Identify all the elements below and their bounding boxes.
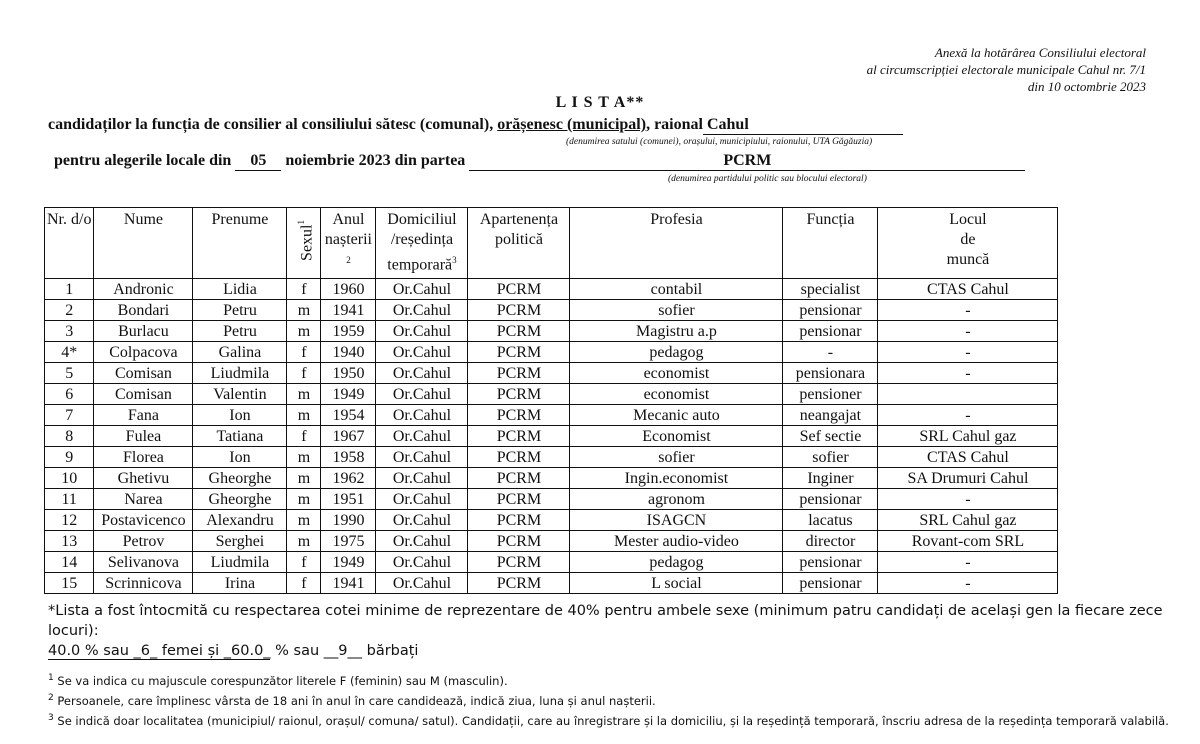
header-line-2-hint: (denumirea partidului politic sau blocului electoral) xyxy=(668,174,867,184)
cell-nr: 14 xyxy=(45,552,94,573)
cell-anul: 1962 xyxy=(321,468,376,489)
cell-locul: - xyxy=(878,342,1058,363)
cell-anul: 1949 xyxy=(321,552,376,573)
cell-profesia: contabil xyxy=(570,279,783,300)
col-nr: Nr. d/o xyxy=(45,208,94,279)
cell-nr: 10 xyxy=(45,468,94,489)
cell-apartenenta: PCRM xyxy=(468,573,570,594)
cell-nr: 8 xyxy=(45,426,94,447)
header-line-1-underlined: orășenesc (municipal) xyxy=(497,116,647,133)
table-row xyxy=(45,531,1058,552)
cell-domiciliu: Or.Cahul xyxy=(376,405,468,426)
cell-profesia: economist xyxy=(570,384,783,405)
cell-prenume: Irina xyxy=(193,573,287,594)
table-row xyxy=(45,279,1058,300)
cell-nr: 2 xyxy=(45,300,94,321)
col-profesia: Profesia xyxy=(570,208,783,279)
cell-functia: sofier xyxy=(783,447,878,468)
quota-note-line-2: 40.0 % sau _6_ femei și _60.0_ % sau __9__ bărbați xyxy=(48,643,419,659)
cell-domiciliu: Or.Cahul xyxy=(376,342,468,363)
cell-profesia: pedagog xyxy=(570,552,783,573)
cell-domiciliu: Or.Cahul xyxy=(376,510,468,531)
cell-functia: pensionar xyxy=(783,300,878,321)
cell-domiciliu: Or.Cahul xyxy=(376,468,468,489)
cell-sex: f xyxy=(287,552,321,573)
col-domiciliu: Domiciliul /reședința temporară$^3$ xyxy=(376,208,468,279)
cell-nume: Scrinnicova xyxy=(94,573,193,594)
cell-prenume: Gheorghe xyxy=(193,468,287,489)
cell-sex: m xyxy=(287,384,321,405)
cell-anul: 1959 xyxy=(321,321,376,342)
cell-anul: 1967 xyxy=(321,426,376,447)
cell-locul: - xyxy=(878,405,1058,426)
cell-functia: pensionar xyxy=(783,573,878,594)
cell-profesia: agronom xyxy=(570,489,783,510)
table-row xyxy=(45,468,1058,489)
cell-anul: 1950 xyxy=(321,363,376,384)
table-row xyxy=(45,405,1058,426)
cell-sex: m xyxy=(287,510,321,531)
cell-profesia: Ingin.economist xyxy=(570,468,783,489)
cell-sex: f xyxy=(287,342,321,363)
cell-nume: Fulea xyxy=(94,426,193,447)
cell-locul: - xyxy=(878,300,1058,321)
cell-profesia: Mester audio-video xyxy=(570,531,783,552)
cell-prenume: Tatiana xyxy=(193,426,287,447)
cell-sex: m xyxy=(287,447,321,468)
col-functia: Funcția xyxy=(783,208,878,279)
cell-domiciliu: Or.Cahul xyxy=(376,300,468,321)
cell-locul: - xyxy=(878,363,1058,384)
cell-domiciliu: Or.Cahul xyxy=(376,363,468,384)
cell-apartenenta: PCRM xyxy=(468,552,570,573)
cell-nr: 7 xyxy=(45,405,94,426)
party-name: PCRM xyxy=(469,152,1025,171)
cell-locul: Rovant-com SRL xyxy=(878,531,1058,552)
cell-functia: pensionar xyxy=(783,321,878,342)
cell-apartenenta: PCRM xyxy=(468,279,570,300)
cell-nr: 15 xyxy=(45,573,94,594)
cell-prenume: Petru xyxy=(193,300,287,321)
col-apartenenta: Apartenența politică xyxy=(468,208,570,279)
cell-domiciliu: Or.Cahul xyxy=(376,552,468,573)
cell-nume: Ghetivu xyxy=(94,468,193,489)
header-line-1-text: candidaților la funcția de consilier al consiliului sătesc (comunal), xyxy=(48,116,494,133)
header-line-2 xyxy=(54,152,1025,171)
cell-apartenenta: PCRM xyxy=(468,342,570,363)
cell-locul: - xyxy=(878,573,1058,594)
cell-locul: SA Drumuri Cahul xyxy=(878,468,1058,489)
cell-sex: f xyxy=(287,573,321,594)
cell-nume: Comisan xyxy=(94,384,193,405)
cell-functia: specialist xyxy=(783,279,878,300)
cell-domiciliu: Or.Cahul xyxy=(376,426,468,447)
cell-locul: - xyxy=(878,489,1058,510)
header-line-1 xyxy=(48,116,903,135)
quota-note-line-1: *Lista a fost întocmită cu respectarea cotei minime de reprezentare de 40% pentru ambele sexe (minimum patru candidați de același gen la fiecare zece locuri): xyxy=(48,603,1163,639)
cell-domiciliu: Or.Cahul xyxy=(376,489,468,510)
cell-anul: 1975 xyxy=(321,531,376,552)
cell-prenume: Gheorghe xyxy=(193,489,287,510)
cell-nr: 9 xyxy=(45,447,94,468)
cell-apartenenta: PCRM xyxy=(468,384,570,405)
cell-sex: f xyxy=(287,426,321,447)
cell-prenume: Alexandru xyxy=(193,510,287,531)
annex-line-1: Anexă la hotărârea Consiliului electoral xyxy=(934,45,1146,60)
cell-locul: CTAS Cahul xyxy=(878,447,1058,468)
cell-sex: m xyxy=(287,405,321,426)
footnote-2: $^2$ Persoanele, care împlinesc vârsta de 18 ani în anul în care candidează, indică ziua, luna și anul nașterii. xyxy=(48,693,656,708)
cell-domiciliu: Or.Cahul xyxy=(376,573,468,594)
table-row xyxy=(45,342,1058,363)
cell-nr: 11 xyxy=(45,489,94,510)
cell-anul: 1941 xyxy=(321,300,376,321)
cell-nume: Petrov xyxy=(94,531,193,552)
cell-nume: Andronic xyxy=(94,279,193,300)
cell-functia: neangajat xyxy=(783,405,878,426)
footnote-1: $^1$ Se va indica cu majuscule corespunzător literele F (feminin) sau M (masculin). xyxy=(48,673,508,688)
quota-note xyxy=(48,601,1198,661)
cell-apartenenta: PCRM xyxy=(468,489,570,510)
cell-nume: Comisan xyxy=(94,363,193,384)
cell-functia: director xyxy=(783,531,878,552)
raion-value: Cahul xyxy=(703,116,903,135)
cell-anul: 1951 xyxy=(321,489,376,510)
cell-apartenenta: PCRM xyxy=(468,426,570,447)
cell-nr: 5 xyxy=(45,363,94,384)
table-row xyxy=(45,510,1058,531)
cell-nume: Colpacova xyxy=(94,342,193,363)
cell-profesia: ISAGCN xyxy=(570,510,783,531)
cell-apartenenta: PCRM xyxy=(468,468,570,489)
annex-header xyxy=(867,44,1146,95)
cell-anul: 1990 xyxy=(321,510,376,531)
cell-functia: Inginer xyxy=(783,468,878,489)
cell-domiciliu: Or.Cahul xyxy=(376,321,468,342)
cell-locul: - xyxy=(878,321,1058,342)
cell-sex: m xyxy=(287,489,321,510)
candidates-table xyxy=(44,207,1058,594)
cell-functia: pensionar xyxy=(783,489,878,510)
cell-anul: 1958 xyxy=(321,447,376,468)
table-row xyxy=(45,447,1058,468)
cell-prenume: Serghei xyxy=(193,531,287,552)
table-row xyxy=(45,321,1058,342)
annex-line-2: al circumscripției electorale municipale Cahul nr. 7/1 xyxy=(866,62,1146,77)
cell-profesia: sofier xyxy=(570,300,783,321)
cell-anul: 1960 xyxy=(321,279,376,300)
cell-nume: Postavicenco xyxy=(94,510,193,531)
cell-nume: Burlacu xyxy=(94,321,193,342)
election-day: 05 xyxy=(235,152,281,171)
cell-profesia: sofier xyxy=(570,447,783,468)
col-anul: Anul nașterii $^2$ xyxy=(321,208,376,279)
cell-profesia: economist xyxy=(570,363,783,384)
annex-line-3: din 10 octombrie 2023 xyxy=(1027,79,1146,94)
header-line-1-raional: , raional xyxy=(646,116,703,133)
cell-prenume: Lidia xyxy=(193,279,287,300)
cell-prenume: Valentin xyxy=(193,384,287,405)
cell-sex: m xyxy=(287,321,321,342)
cell-apartenenta: PCRM xyxy=(468,300,570,321)
cell-functia: pensionara xyxy=(783,363,878,384)
cell-prenume: Liudmila xyxy=(193,363,287,384)
cell-functia: lacatus xyxy=(783,510,878,531)
cell-nume: Fana xyxy=(94,405,193,426)
cell-locul: SRL Cahul gaz xyxy=(878,426,1058,447)
table-body xyxy=(45,279,1058,594)
cell-profesia: Mecanic auto xyxy=(570,405,783,426)
cell-sex: f xyxy=(287,363,321,384)
cell-prenume: Liudmila xyxy=(193,552,287,573)
cell-profesia: Magistru a.p xyxy=(570,321,783,342)
col-nume: Nume xyxy=(94,208,193,279)
cell-anul: 1941 xyxy=(321,573,376,594)
table-row xyxy=(45,489,1058,510)
cell-domiciliu: Or.Cahul xyxy=(376,279,468,300)
cell-apartenenta: PCRM xyxy=(468,363,570,384)
cell-nume: Florea xyxy=(94,447,193,468)
cell-nume: Bondari xyxy=(94,300,193,321)
cell-anul: 1954 xyxy=(321,405,376,426)
col-locul: Locul de muncă xyxy=(878,208,1058,279)
cell-locul: SRL Cahul gaz xyxy=(878,510,1058,531)
cell-functia: - xyxy=(783,342,878,363)
col-sex: Sexul$^1$ xyxy=(287,208,321,279)
cell-functia: pensionar xyxy=(783,552,878,573)
cell-sex: f xyxy=(287,279,321,300)
cell-functia: Sef sectie xyxy=(783,426,878,447)
footnote-divider xyxy=(48,659,270,660)
table-row xyxy=(45,384,1058,405)
cell-sex: m xyxy=(287,300,321,321)
cell-apartenenta: PCRM xyxy=(468,321,570,342)
cell-apartenenta: PCRM xyxy=(468,447,570,468)
cell-locul: CTAS Cahul xyxy=(878,279,1058,300)
cell-domiciliu: Or.Cahul xyxy=(376,384,468,405)
table-row xyxy=(45,300,1058,321)
cell-nume: Selivanova xyxy=(94,552,193,573)
cell-sex: m xyxy=(287,468,321,489)
cell-nr: 3 xyxy=(45,321,94,342)
table-row xyxy=(45,426,1058,447)
header-line-1-hint: (denumirea satului (comunei), orașului, municipiului, raionului, UTA Găgăuzia) xyxy=(566,137,873,147)
header-line-2-text: pentru alegerile locale din xyxy=(54,152,232,169)
cell-locul: - xyxy=(878,552,1058,573)
footnote-3: $^3$ Se indică doar localitatea (municipiul/ raionul, orașul/ comuna/ satul). Candidații, care au înregistrare și la domiciliu, și la reședință temporară, înscriu adresa de la reședința temporară valabilă. xyxy=(48,713,1169,728)
table-header-row xyxy=(45,208,1058,279)
cell-nr: 1 xyxy=(45,279,94,300)
cell-nr: 6 xyxy=(45,384,94,405)
cell-domiciliu: Or.Cahul xyxy=(376,531,468,552)
col-prenume: Prenume xyxy=(193,208,287,279)
cell-functia: pensioner xyxy=(783,384,878,405)
cell-prenume: Ion xyxy=(193,405,287,426)
cell-nr: 13 xyxy=(45,531,94,552)
cell-domiciliu: Or.Cahul xyxy=(376,447,468,468)
cell-prenume: Petru xyxy=(193,321,287,342)
cell-apartenenta: PCRM xyxy=(468,405,570,426)
cell-prenume: Ion xyxy=(193,447,287,468)
table-row xyxy=(45,363,1058,384)
cell-locul xyxy=(878,384,1058,405)
header-line-2-month: noiembrie 2023 din partea xyxy=(285,152,466,169)
cell-profesia: Economist xyxy=(570,426,783,447)
cell-sex: m xyxy=(287,531,321,552)
table-row xyxy=(45,552,1058,573)
cell-profesia: L social xyxy=(570,573,783,594)
cell-nr: 4* xyxy=(45,342,94,363)
table-row xyxy=(45,573,1058,594)
cell-nr: 12 xyxy=(45,510,94,531)
document-title: L I S T A** xyxy=(555,94,645,111)
cell-apartenenta: PCRM xyxy=(468,531,570,552)
cell-nume: Narea xyxy=(94,489,193,510)
cell-profesia: pedagog xyxy=(570,342,783,363)
cell-prenume: Galina xyxy=(193,342,287,363)
cell-anul: 1949 xyxy=(321,384,376,405)
cell-apartenenta: PCRM xyxy=(468,510,570,531)
cell-anul: 1940 xyxy=(321,342,376,363)
